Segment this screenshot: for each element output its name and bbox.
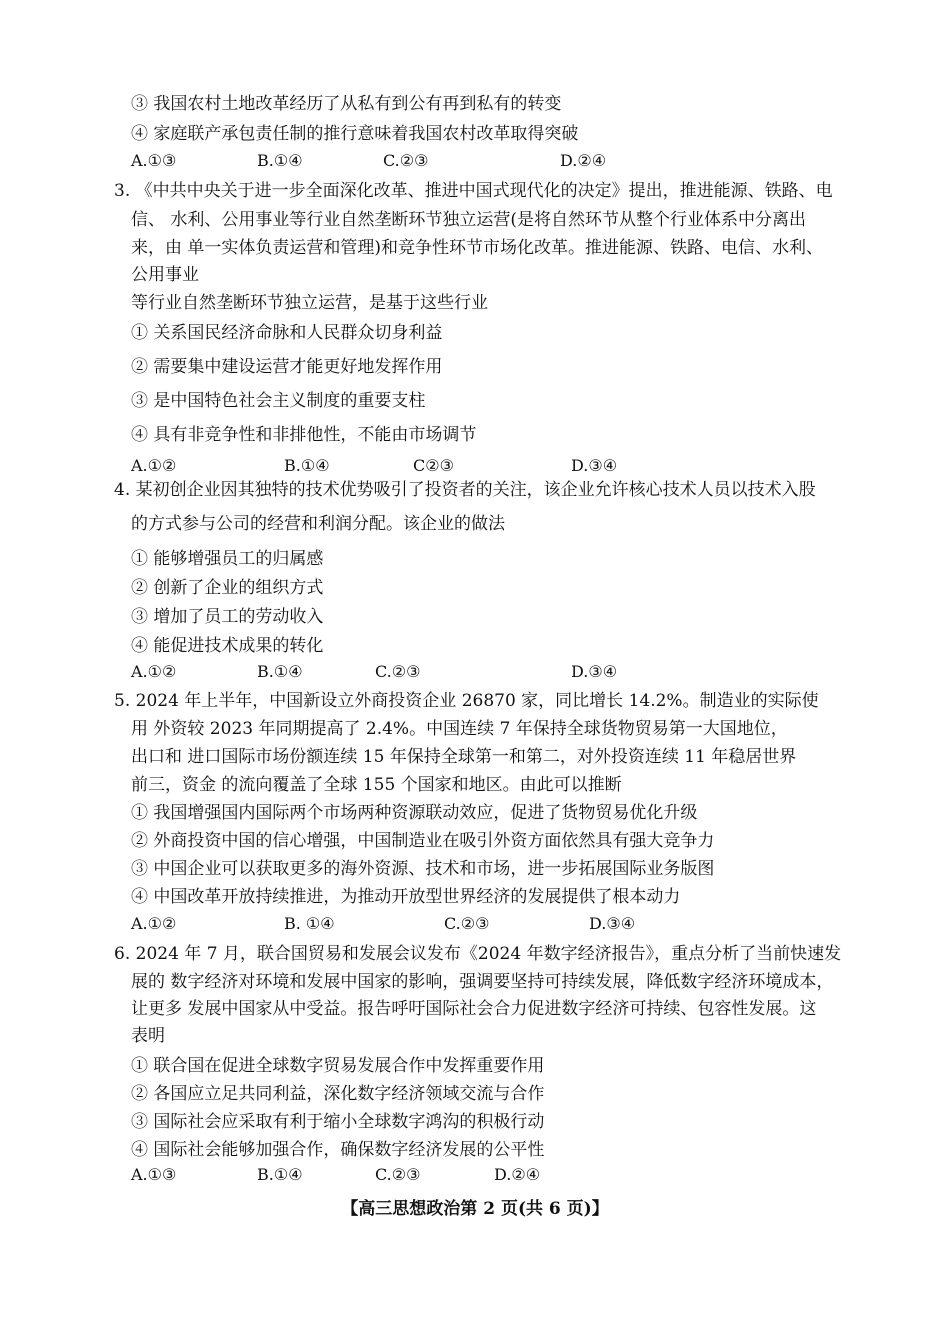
q5-stem-line-1: 5. 2024 年上半年，中国新设立外商投资企业 26870 家，同比增长 14.2%。制造业的实际使 xyxy=(114,691,819,711)
q4-item-1: ① 能够增强员工的归属感 xyxy=(131,549,324,569)
q5-option-a: A.①② xyxy=(131,914,177,933)
q5-item-4: ④ 中国改革开放持续推进，为推动开放型世界经济的发展提供了根本动力 xyxy=(131,887,681,907)
q3-item-1: ① 关系国民经济命脉和人民群众切身利益 xyxy=(131,323,443,343)
q4-option-d: D.③④ xyxy=(571,662,618,681)
q5-item-2: ② 外商投资中国的信心增强，中国制造业在吸引外资方面依然具有强大竞争力 xyxy=(131,831,715,851)
q3-stem-line-4: 公用事业 xyxy=(131,265,199,285)
q5-option-d: D.③④ xyxy=(589,914,636,933)
q3-option-c: C②③ xyxy=(413,456,454,475)
q4-stem-line-2: 的方式参与公司的经营和利润分配。该企业的做法 xyxy=(131,514,505,534)
q6-item-3: ③ 国际社会应采取有利于缩小全球数字鸿沟的积极行动 xyxy=(131,1112,545,1132)
q2-option-a: A.①③ xyxy=(131,151,177,170)
q2-item-3: ③ 我国农村土地改革经历了从私有到公有再到私有的转变 xyxy=(131,94,562,114)
q3-option-d: D.③④ xyxy=(571,456,618,475)
q3-stem-line-1: 3. 《中共中央关于进一步全面深化改革、推进中国式现代化的决定》提出，推进能源、铁路、电 xyxy=(114,181,833,201)
q5-stem-line-4: 前三，资金 的流向覆盖了全球 155 个国家和地区。由此可以推断 xyxy=(131,775,622,795)
q6-option-d: D.②④ xyxy=(494,1165,541,1184)
q6-item-4: ④ 国际社会能够加强合作，确保数字经济发展的公平性 xyxy=(131,1140,545,1160)
q2-option-d: D.②④ xyxy=(560,151,607,170)
q3-item-4: ④ 具有非竞争性和非排他性，不能由市场调节 xyxy=(131,425,477,445)
q2-option-b: B.①④ xyxy=(257,151,303,170)
q5-option-c: C.②③ xyxy=(444,914,490,933)
q5-item-1: ① 我国增强国内国际两个市场两种资源联动效应，促进了货物贸易优化升级 xyxy=(131,803,698,823)
q3-option-b: B.①④ xyxy=(284,456,330,475)
q3-option-a: A.①② xyxy=(131,456,177,475)
q3-stem-line-3: 来，由 单一实体负责运营和管理)和竞争性环节市场化改革。推进能源、铁路、电信、水利、 xyxy=(131,238,824,258)
q4-stem-line-1: 4. 某初创企业因其独特的技术优势吸引了投资者的关注，该企业允许核心技术人员以技术入股 xyxy=(114,480,816,500)
q4-option-a: A.①② xyxy=(131,662,177,681)
q4-item-2: ② 创新了企业的组织方式 xyxy=(131,578,324,598)
q3-stem-line-2: 信、 水利、公用事业等行业自然垄断环节独立运营(是将自然环节从整个行业体系中分离出 xyxy=(131,210,807,230)
q6-stem-line-3: 让更多 发展中国家从中受益。报告呼吁国际社会合力促进数字经济可持续、包容性发展。这 xyxy=(131,999,817,1019)
q4-item-3: ③ 增加了员工的劳动收入 xyxy=(131,607,324,627)
q2-item-4: ④ 家庭联产承包责任制的推行意味着我国农村改革取得突破 xyxy=(131,124,579,144)
q6-item-2: ② 各国应立足共同利益，深化数字经济领域交流与合作 xyxy=(131,1084,545,1104)
q6-stem-line-1: 6. 2024 年 7 月，联合国贸易和发展会议发布《2024 年数字经济报告》，重点分析了当前快速发 xyxy=(114,944,842,964)
q2-option-c: C.②③ xyxy=(383,151,429,170)
q6-stem-line-4: 表明 xyxy=(131,1026,165,1046)
page-footer: 【高三思想政治第 2 页(共 6 页)】 xyxy=(341,1199,609,1219)
q5-option-b: B. ①④ xyxy=(284,914,335,933)
q5-stem-line-2: 用 外资较 2023 年同期提高了 2.4%。中国连续 7 年保持全球货物贸易第一大国地位， xyxy=(131,719,788,739)
q3-stem-line-5: 等行业自然垄断环节独立运营，是基于这些行业 xyxy=(131,293,488,313)
q4-item-4: ④ 能促进技术成果的转化 xyxy=(131,636,324,656)
q6-option-b: B.①④ xyxy=(257,1165,303,1184)
q6-option-c: C.②③ xyxy=(375,1165,421,1184)
q5-item-3: ③ 中国企业可以获取更多的海外资源、技术和市场，进一步拓展国际业务版图 xyxy=(131,859,715,879)
q6-item-1: ① 联合国在促进全球数字贸易发展合作中发挥重要作用 xyxy=(131,1056,545,1076)
q4-option-b: B.①④ xyxy=(257,662,303,681)
q3-item-2: ② 需要集中建设运营才能更好地发挥作用 xyxy=(131,357,443,377)
q6-stem-line-2: 展的 数字经济对环境和发展中国家的影响，强调要坚持可持续发展，降低数字经济环境成本， xyxy=(131,972,834,992)
q6-option-a: A.①③ xyxy=(131,1165,177,1184)
q5-stem-line-3: 出口和 进口国际市场份额连续 15 年保持全球第一和第二，对外投资连续 11 年稳居世界 xyxy=(131,747,797,767)
q3-item-3: ③ 是中国特色社会主义制度的重要支柱 xyxy=(131,391,426,411)
q4-option-c: C.②③ xyxy=(375,662,421,681)
